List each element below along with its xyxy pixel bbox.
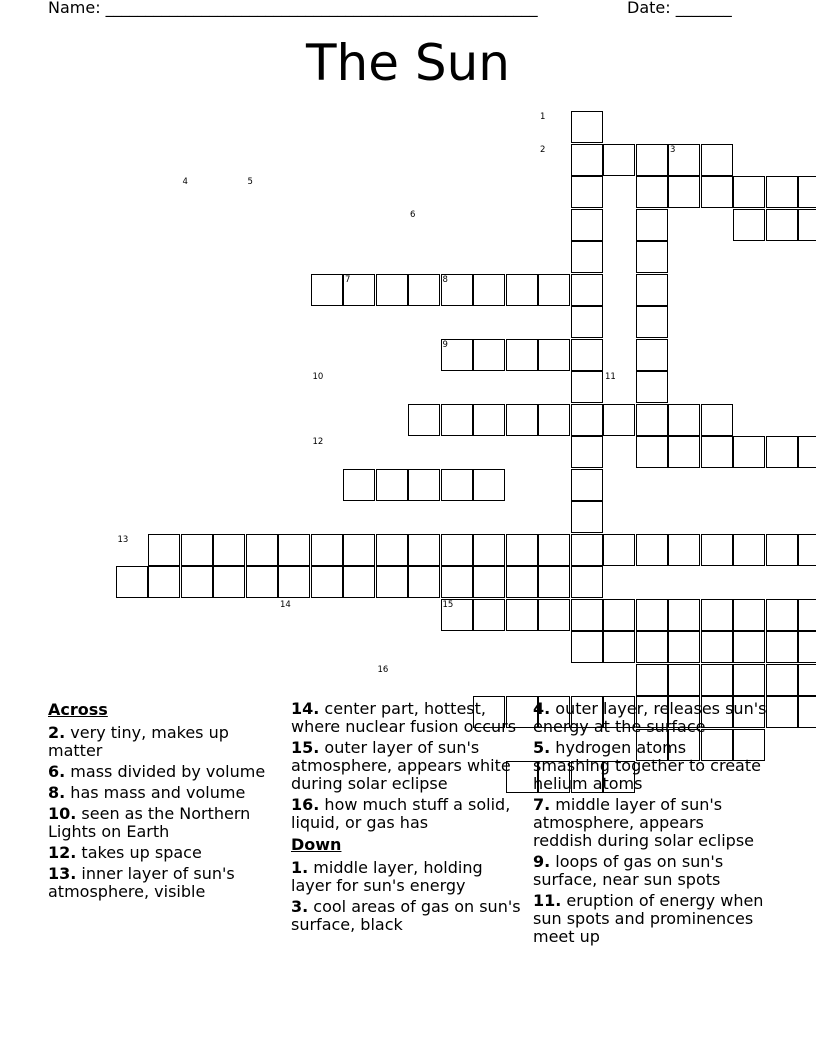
crossword-cell[interactable] [376,274,408,306]
crossword-cell[interactable] [181,566,213,598]
crossword-cell[interactable] [571,469,603,501]
crossword-cell[interactable] [343,469,375,501]
crossword-cell[interactable] [571,631,603,663]
crossword-cell[interactable] [798,599,816,631]
clue-number-label: 7 [345,274,351,285]
crossword-cell[interactable] [408,566,440,598]
clue-number: 14. [291,699,320,718]
crossword-cell[interactable] [701,404,733,436]
crossword-cell[interactable] [148,566,180,598]
clue-number: 11. [533,891,562,910]
clue-number-label: 9 [442,339,448,350]
crossword-cell[interactable] [376,469,408,501]
clue-text: very tiny, makes up matter [48,723,229,760]
page-title: The Sun [305,34,510,92]
name-field-label: Name: ______________________________________________________ [48,0,538,17]
crossword-cell[interactable] [636,371,668,403]
crossword-cell[interactable] [798,631,816,663]
crossword-cell[interactable] [441,566,473,598]
crossword-cell[interactable] [571,371,603,403]
clue-number-label: 6 [410,209,416,220]
crossword-cell[interactable] [668,176,700,208]
crossword-cell[interactable] [311,566,343,598]
crossword-cell[interactable] [636,274,668,306]
crossword-cell[interactable] [538,534,570,566]
clue-number: 4. [533,699,551,718]
crossword-cell[interactable] [506,599,538,631]
date-field-label: Date: _______ [627,0,732,17]
crossword-cell[interactable] [571,209,603,241]
down-clue [291,859,526,895]
crossword-cell[interactable] [571,144,603,176]
clue-number: 13. [48,864,77,883]
clue-number: 7. [533,795,551,814]
clue-number-label: 11 [605,372,616,382]
crossword-cell[interactable] [603,144,635,176]
across-clue [48,763,283,781]
crossword-cell[interactable] [246,534,278,566]
crossword-cell[interactable] [701,534,733,566]
crossword-cell[interactable] [376,566,408,598]
down-clue [533,853,768,889]
clue-number-label: 2 [540,144,546,155]
clue-number-label: 10 [312,372,324,382]
down-clue [291,898,526,934]
across-clue [291,796,526,832]
crossword-cell[interactable] [636,209,668,241]
crossword-cell[interactable] [766,599,798,631]
clue-text: middle layer of sun's atmosphere, appears reddish during solar eclipse [533,795,754,850]
crossword-cell[interactable] [571,404,603,436]
crossword-cell[interactable] [733,176,765,208]
clues-column-3 [533,700,768,949]
crossword-cell[interactable] [473,599,505,631]
crossword-cell[interactable] [798,534,816,566]
crossword-cell[interactable] [798,664,816,696]
clues-column-1 [48,700,283,904]
clue-text: outer layer, releases sun's energy at the surface [533,699,767,736]
crossword-cell[interactable] [766,534,798,566]
clue-text: has mass and volume [65,783,246,802]
crossword-cell[interactable] [668,534,700,566]
crossword-cell[interactable] [603,534,635,566]
crossword-cell[interactable] [733,209,765,241]
clue-text: seen as the Northern Lights on Earth [48,804,251,841]
crossword-cell[interactable] [376,534,408,566]
crossword-cell[interactable] [636,306,668,338]
clue-text: loops of gas on sun's surface, near sun spots [533,852,724,889]
clue-number-label: 3 [670,144,676,155]
crossword-cell[interactable] [538,339,570,371]
clue-number-label: 13 [117,534,129,545]
crossword-cell[interactable] [473,534,505,566]
crossword-cell[interactable] [636,436,668,468]
crossword-cell[interactable] [733,664,765,696]
across-heading: Across [48,700,108,719]
clue-text: cool areas of gas on sun's surface, black [291,897,521,934]
crossword-cell[interactable] [668,404,700,436]
crossword-cell[interactable] [668,599,700,631]
across-clue [48,724,283,760]
crossword-cell[interactable] [766,631,798,663]
crossword-cell[interactable] [636,534,668,566]
crossword-cell[interactable] [766,696,798,728]
crossword-cell[interactable] [668,631,700,663]
clue-text: takes up space [76,843,202,862]
across-clue [48,844,283,862]
crossword-cell[interactable] [636,339,668,371]
crossword-cell[interactable] [766,209,798,241]
crossword-cell[interactable] [766,436,798,468]
clue-number: 8. [48,783,66,802]
clue-number: 6. [48,762,66,781]
clue-number-label: 1 [540,112,546,122]
crossword-cell[interactable] [571,436,603,468]
crossword-cell[interactable] [603,631,635,663]
crossword-cell[interactable] [636,404,668,436]
clue-text: hydrogen atoms smashing together to create helium atoms [533,738,761,793]
clue-number-label: 5 [247,177,253,187]
crossword-cell[interactable] [246,566,278,598]
crossword-cell[interactable] [798,176,816,208]
clue-number: 5. [533,738,551,757]
clue-number: 10. [48,804,77,823]
crossword-cell[interactable] [506,534,538,566]
down-heading: Down [291,835,342,854]
clue-number-label: 14 [280,599,291,610]
crossword-cell[interactable] [473,469,505,501]
crossword-cell[interactable] [148,534,180,566]
crossword-cell[interactable] [473,404,505,436]
crossword-cell[interactable] [311,274,343,306]
crossword-cell[interactable] [441,469,473,501]
crossword-cell[interactable] [668,436,700,468]
across-clue [291,739,526,793]
clue-number-label: 8 [442,274,448,285]
crossword-cell[interactable] [408,274,440,306]
crossword-cell[interactable] [766,664,798,696]
crossword-cell[interactable] [571,501,603,533]
crossword-cell[interactable] [636,241,668,273]
across-clue [48,805,283,841]
crossword-cell[interactable] [636,599,668,631]
down-clue [533,796,768,850]
crossword-cell[interactable] [636,664,668,696]
clue-number: 2. [48,723,66,742]
crossword-cell[interactable] [701,144,733,176]
crossword-cell[interactable] [278,534,310,566]
crossword-cell[interactable] [798,696,816,728]
crossword-cell[interactable] [473,339,505,371]
crossword-cell[interactable] [213,566,245,598]
crossword-cell[interactable] [343,566,375,598]
crossword-cell[interactable] [603,599,635,631]
down-clue [533,892,768,946]
clue-text: middle layer, holding layer for sun's energy [291,858,483,895]
crossword-cell[interactable] [571,534,603,566]
crossword-cell[interactable] [311,534,343,566]
crossword-cell[interactable] [571,599,603,631]
across-clue [48,784,283,802]
clue-text: center part, hottest, where nuclear fusion occurs [291,699,517,736]
crossword-cell[interactable] [506,404,538,436]
crossword-cell[interactable] [506,566,538,598]
crossword-cell[interactable] [571,339,603,371]
down-clue [533,739,768,793]
crossword-cell[interactable] [668,664,700,696]
crossword-cell[interactable] [571,566,603,598]
clue-number: 16. [291,795,320,814]
crossword-cell[interactable] [701,436,733,468]
crossword-cell[interactable] [701,176,733,208]
clue-number: 1. [291,858,309,877]
down-clue [533,700,768,736]
crossword-cell[interactable] [571,274,603,306]
clue-number: 9. [533,852,551,871]
across-clue [291,700,526,736]
clue-number-label: 4 [182,177,188,187]
crossword-cell[interactable] [733,436,765,468]
crossword-cell[interactable] [571,176,603,208]
crossword-cell[interactable] [701,599,733,631]
crossword-cell[interactable] [116,566,148,598]
crossword-cell[interactable] [441,534,473,566]
crossword-cell[interactable] [343,534,375,566]
crossword-cell[interactable] [798,209,816,241]
crossword-cell[interactable] [636,631,668,663]
crossword-cell[interactable] [571,241,603,273]
crossword-cell[interactable] [571,111,603,143]
crossword-cell[interactable] [181,534,213,566]
crossword-cell[interactable] [636,176,668,208]
clue-number-label: 12 [312,437,324,447]
crossword-cell[interactable] [538,566,570,598]
crossword-cell[interactable] [701,664,733,696]
crossword-cell[interactable] [473,274,505,306]
clue-number: 12. [48,843,77,862]
clue-number: 3. [291,897,309,916]
crossword-cell[interactable] [441,404,473,436]
crossword-cell[interactable] [798,436,816,468]
crossword-cell[interactable] [701,631,733,663]
crossword-cell[interactable] [538,274,570,306]
crossword-cell[interactable] [408,534,440,566]
crossword-cell[interactable] [766,176,798,208]
crossword-cell[interactable] [408,469,440,501]
clue-text: outer layer of sun's atmosphere, appears white during solar eclipse [291,738,511,793]
crossword-cell[interactable] [733,631,765,663]
crossword-cell[interactable] [506,274,538,306]
clues-column-2 [291,700,526,937]
clue-text: how much stuff a solid, liquid, or gas has [291,795,511,832]
crossword-cell[interactable] [733,534,765,566]
across-clue [48,865,283,901]
clue-text: eruption of energy when sun spots and prominences meet up [533,891,764,946]
clue-text: mass divided by volume [65,762,266,781]
crossword-cell[interactable] [603,404,635,436]
clue-number-label: 15 [442,599,454,610]
crossword-cell[interactable] [506,339,538,371]
crossword-cell[interactable] [733,599,765,631]
clue-text: inner layer of sun's atmosphere, visible [48,864,235,901]
crossword-cell[interactable] [538,599,570,631]
crossword-cell[interactable] [636,144,668,176]
crossword-cell[interactable] [278,566,310,598]
crossword-cell[interactable] [473,566,505,598]
crossword-cell[interactable] [408,404,440,436]
clue-number-label: 16 [377,664,389,675]
crossword-cell[interactable] [538,404,570,436]
clue-number: 15. [291,738,320,757]
crossword-cell[interactable] [571,306,603,338]
crossword-cell[interactable] [213,534,245,566]
